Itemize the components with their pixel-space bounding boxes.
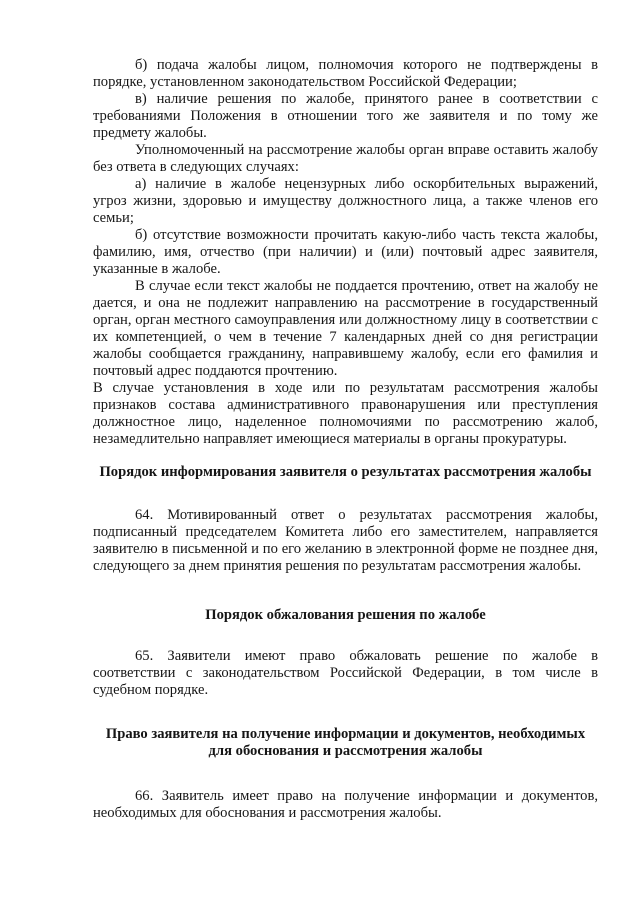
- section-heading-right-to-info: Право заявителя на получение информации и документов, необходимых для обоснования и рассмотрения жалобы: [105, 726, 586, 759]
- document-page: [93, 57, 598, 822]
- paragraph-item-b-authority: б) подача жалобы лицом, полномочия которого не подтверждены в порядке, установленном законодательством Российской Федерации;: [93, 57, 598, 90]
- paragraph-no-answer-cases: Уполномоченный на рассмотрение жалобы орган вправе оставить жалобу без ответа в следующих случаях:: [93, 142, 598, 175]
- paragraph-item-a-offensive: а) наличие в жалобе нецензурных либо оскорбительных выражений, угроз жизни, здоровью и имуществу должностного лица, а также членов его семьи;: [93, 176, 598, 226]
- paragraph-prosecution: В случае установления в ходе или по результатам рассмотрения жалобы признаков состава административного правонарушения или преступления должностное лицо, наделенное полномочиями по рассмотрению жалоб, незамедлительно направляет имеющиеся материалы в органы прокуратуры.: [93, 380, 598, 447]
- paragraph-unreadable-text: В случае если текст жалобы не поддается прочтению, ответ на жалобу не дается, и она не подлежит направлению на рассмотрение в государственный орган, орган местного самоуправления или должностному лицу в соответствии с их компетенцией, о чем в течение 7 календарных дней со дня регистрации жалобы сообщается гражданину, направившему жалобу, если его фамилия и почтовый адрес поддаются прочтению.: [93, 278, 598, 379]
- paragraph-item-b-unreadable: б) отсутствие возможности прочитать какую-либо часть текста жалобы, фамилию, имя, отчество (при наличии) и (или) почтовый адрес заявителя, указанные в жалобе.: [93, 227, 598, 277]
- section-heading-appeal: Порядок обжалования решения по жалобе: [205, 607, 486, 623]
- section-text-65: 65. Заявители имеют право обжаловать решение по жалобе в соответствии с законодательством Российской Федерации, в том числе в судебном порядке.: [93, 648, 598, 698]
- section-heading-informing: Порядок информирования заявителя о результатах рассмотрения жалобы: [99, 464, 592, 480]
- paragraph-item-v-prior-decision: в) наличие решения по жалобе, принятого ранее в соответствии с требованиями Положения в отношении того же заявителя и по тому же предмету жалобы.: [93, 91, 598, 141]
- section-text-64: 64. Мотивированный ответ о результатах рассмотрения жалобы, подписанный председателем Комитета либо его заместителем, направляется заявителю в письменной и по его желанию в электронной форме не позднее дня, следующего за днем принятия решения по результатам рассмотрения жалобы.: [93, 507, 598, 574]
- section-text-66: 66. Заявитель имеет право на получение информации и документов, необходимых для обоснования и рассмотрения жалобы.: [93, 788, 598, 821]
